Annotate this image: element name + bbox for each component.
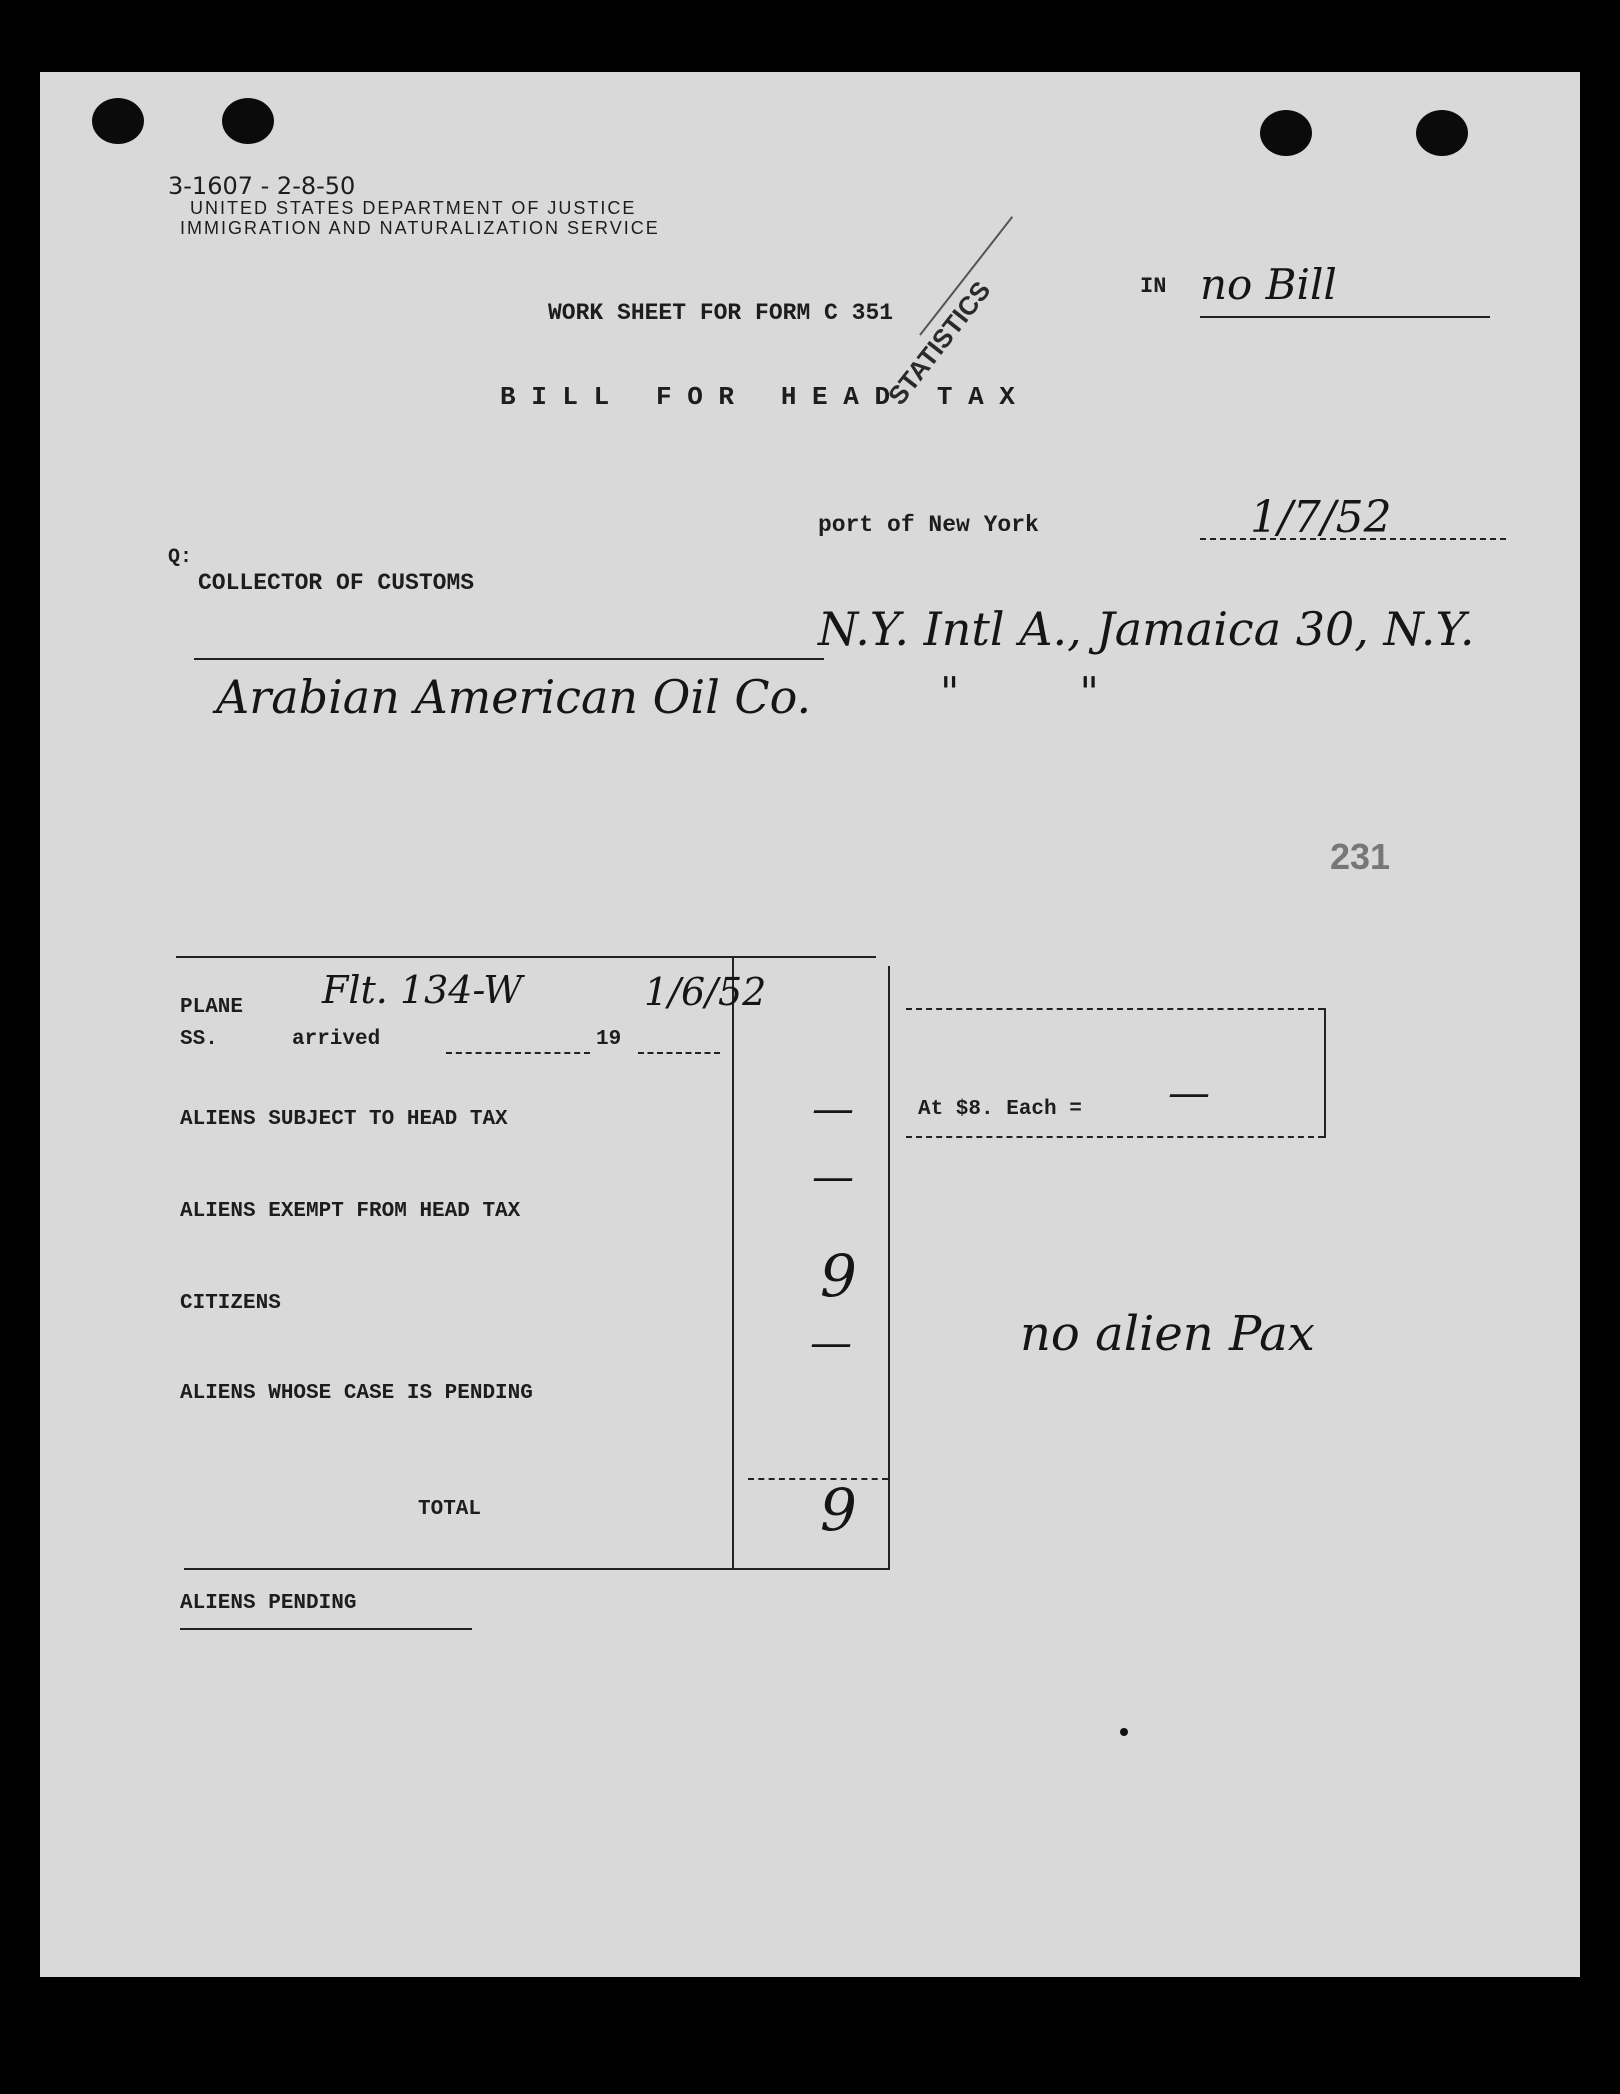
- rate-box-right: [1324, 1008, 1326, 1138]
- row-value-exempt: —: [812, 1152, 854, 1201]
- flight-handwritten: Flt. 134-W: [322, 968, 523, 1012]
- form-number: 3-1607 - 2-8-50: [168, 172, 356, 200]
- punch-hole-left-1: [92, 98, 144, 144]
- statistics-stamp: STATISTICS: [881, 275, 997, 411]
- row-label-pending-case: ALIENS WHOSE CASE IS PENDING: [180, 1382, 533, 1405]
- total-rule: [748, 1478, 888, 1480]
- total-label: TOTAL: [418, 1498, 482, 1521]
- location-handwritten: N.Y. Intl A., Jamaica 30, N.Y.: [818, 602, 1475, 656]
- date-handwritten: 1/7/52: [1250, 492, 1392, 543]
- plane-label: PLANE: [180, 996, 244, 1019]
- aliens-pending-underline: [180, 1628, 472, 1630]
- table-bottom-rule: [184, 1568, 890, 1570]
- rate-value: —: [1168, 1068, 1210, 1117]
- company-handwritten: Arabian American Oil Co.: [216, 670, 812, 724]
- date-underline: [1200, 538, 1506, 540]
- arrival-date-handwritten: 1/6/52: [644, 970, 767, 1014]
- address-underline: [194, 658, 824, 660]
- arrived-underline: [446, 1052, 590, 1054]
- arrived-label: arrived: [292, 1028, 381, 1051]
- document-page: [40, 72, 1580, 1977]
- row-value-pending-case: —: [810, 1318, 852, 1367]
- row-value-citizens: 9: [820, 1242, 857, 1310]
- table-right-edge: [888, 966, 890, 1568]
- ss-label: SS.: [180, 1028, 218, 1051]
- row-label-exempt: ALIENS EXEMPT FROM HEAD TAX: [180, 1200, 521, 1223]
- year-underline: [638, 1052, 720, 1054]
- table-top-rule: [176, 956, 876, 958]
- in-value-handwritten: no Bill: [1200, 260, 1337, 309]
- stamped-number: 231: [1330, 836, 1391, 877]
- agency-line-2: IMMIGRATION AND NATURALIZATION SERVICE: [180, 218, 660, 238]
- agency-line-1: UNITED STATES DEPARTMENT OF JUSTICE: [190, 198, 637, 218]
- total-value: 9: [820, 1476, 857, 1544]
- ditto-marks: " ": [940, 668, 1099, 717]
- port-label: port of New York: [818, 512, 1039, 538]
- punch-hole-left-2: [222, 98, 274, 144]
- row-value-subject: —: [812, 1084, 854, 1133]
- table-divider: [732, 956, 734, 1568]
- collector-line: COLLECTOR OF CUSTOMS: [198, 570, 475, 596]
- worksheet-title: WORK SHEET FOR FORM C 351: [548, 300, 894, 326]
- to-prefix: Q:: [168, 546, 193, 569]
- punch-hole-right-2: [1416, 110, 1468, 156]
- in-label: IN: [1140, 274, 1167, 299]
- bill-title: B I L L F O R H E A D T A X: [500, 382, 1015, 412]
- ink-dot: [1120, 1728, 1128, 1736]
- row-label-citizens: CITIZENS: [180, 1292, 281, 1315]
- in-underline: [1200, 316, 1490, 318]
- row-label-subject: ALIENS SUBJECT TO HEAD TAX: [180, 1108, 508, 1131]
- rate-label: At $8. Each =: [918, 1098, 1082, 1121]
- punch-hole-right-1: [1260, 110, 1312, 156]
- rate-box-bottom: [906, 1136, 1324, 1138]
- note-handwritten: no alien Pax: [1020, 1306, 1315, 1362]
- rate-box-top: [906, 1008, 1324, 1010]
- year-prefix: 19: [596, 1028, 622, 1051]
- aliens-pending-label: ALIENS PENDING: [180, 1592, 357, 1615]
